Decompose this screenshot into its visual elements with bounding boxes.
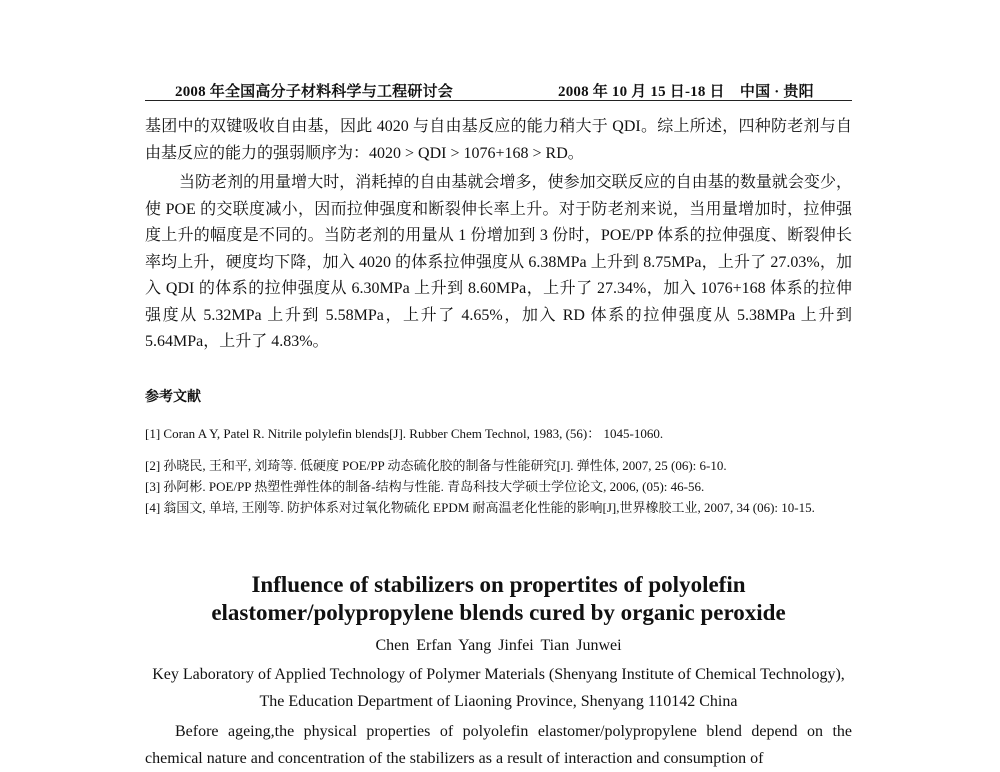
paragraph-text: 基团中的双键吸收自由基，因此 4020 与自由基反应的能力稍大于 QDI。综上所述，四种防老剂与自由基反应的能力的强弱顺序为：4020 > QDI > 1076+168 > RD。 xyxy=(145,118,852,162)
reference-item-3: [3] 孙阿彬. POE/PP 热塑性弹性体的制备-结构与性能. 青岛科技大学硕士学位论文, 2006, (05): 46-56. xyxy=(145,479,705,494)
header-date-location: 2008 年 10 月 15 日-18 日 中国 · 贵阳 xyxy=(558,84,814,100)
running-header xyxy=(145,76,852,100)
english-affiliation: Key Laboratory of Applied Technology of Polymer Materials (Shenyang Institute of Chemical Technology), The Education Department of Liaoning Province, Shenyang 110142 China xyxy=(152,666,845,710)
references-heading: 参考文献 xyxy=(145,390,201,405)
reference-item-2: [2] 孙晓民, 王和平, 刘琦等. 低硬度 POE/PP 动态硫化胶的制备与性能研究[J]. 弹性体, 2007, 25 (06): 6-10. xyxy=(145,458,727,473)
body-paragraph-1 xyxy=(145,114,852,167)
paragraph-text: 当防老剂的用量增大时，消耗掉的自由基就会增多，使参加交联反应的自由基的数量就会变少，使 POE 的交联度减小，因而拉伸强度和断裂伸长率上升。对于防老剂来说，当用量增加时，拉伸强度上升的幅度是不同的。当防老剂的用量从 1 份增加到 3 份时，POE/PP 体系的拉伸强度、断裂伸长率均上升，硬度均下降，加入 4020 的体系拉伸强度从 6.38MPa 上升到 8.75MPa，上升了 27.03%，加入 QDI 的体系的拉伸强度从 6.30MPa 上升到 8.60MPa，上升了 27.34%，加入 1076+168 体系的拉伸强度从 5.32MPa 上升到 5.58MPa，上升了 4.65%，加入 RD 体系的拉伸强度从 5.38MPa 上升到 5.64MPa，上升了 4.83%。 xyxy=(145,174,852,350)
english-title-line-1: Influence of stabilizers on propertites of polyolefin xyxy=(251,572,746,597)
english-title-line-2: elastomer/polypropylene blends cured by organic peroxide xyxy=(211,600,786,625)
header-conference: 2008 年全国高分子材料科学与工程研讨会 xyxy=(175,84,453,100)
header-rule xyxy=(145,100,852,101)
english-authors: Chen Erfan Yang Jinfei Tian Junwei xyxy=(375,637,622,654)
english-title xyxy=(145,571,852,627)
reference-item-1: [1] Coran A Y, Patel R. Nitrile polylefin blends[J]. Rubber Chem Technol, 1983, (56)： 1045-1060. xyxy=(145,426,664,441)
reference-item-4: [4] 翁国文, 单培, 王刚等. 防护体系对过氧化物硫化 EPDM 耐高温老化性能的影响[J],世界橡胶工业, 2007, 34 (06): 10-15. xyxy=(145,500,815,515)
english-abstract: Before ageing,the physical properties of polyolefin elastomer/polypropylene blend depend on the chemical nature and concentration of the stabilizers as a result of interaction and consumption of xyxy=(145,723,852,767)
body-paragraph-2 xyxy=(145,170,852,356)
